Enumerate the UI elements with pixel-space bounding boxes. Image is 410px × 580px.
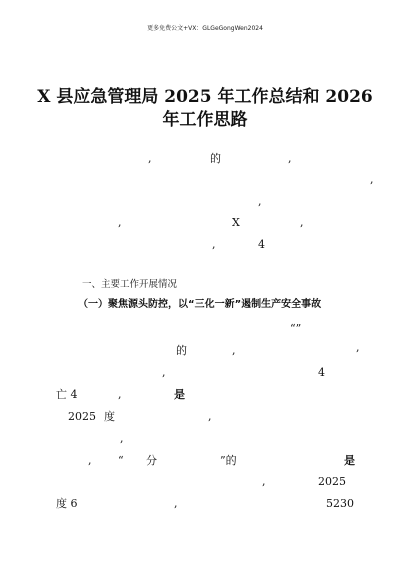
text-fragment: 的 [176,344,187,357]
text-fragment: 2025 [68,410,96,423]
text-fragment: , [258,195,262,208]
subsection-heading: （一）聚焦源头防控，以“三化一新”遏制生产安全事故 [78,299,322,310]
text-fragment: 的 [210,152,221,165]
header-note: 更多免费公文+VX：GLGeGongWen2024 [147,25,263,32]
text-fragment: , [212,238,216,251]
text-fragment: , [118,388,122,401]
text-fragment: , [232,344,236,357]
text-fragment: 4 [318,366,325,379]
text-fragment: 度 6 [56,497,78,510]
title-line-2: 年工作思路 [162,110,248,130]
text-fragment: , [370,173,374,186]
text-fragment: , [148,152,152,165]
text-fragment: 亡 4 [56,388,78,401]
text-fragment: , [120,432,124,445]
text-fragment: 2025 [318,475,346,488]
text-fragment: 4 [258,238,265,251]
document-title [0,86,410,132]
text-fragment: , [356,341,360,354]
text-fragment: “ [118,454,124,467]
text-fragment: , [88,454,92,467]
text-fragment: 5230 [326,497,354,510]
text-fragment: 分 [146,454,157,467]
text-fragment: 度 [104,410,115,423]
section-heading: 一、主要工作开展情况 [82,279,178,290]
text-fragment: ”的 [220,454,237,467]
text-fragment: , [162,366,166,379]
text-fragment: 是 [344,454,355,467]
title-line-1: X 县应急管理局 2025 年工作总结和 2026 [37,87,373,107]
text-fragment: , [288,152,292,165]
text-fragment: , [174,497,178,510]
text-fragment: , [208,410,212,423]
text-fragment: 是 [174,388,185,401]
text-fragment: , [262,475,266,488]
text-fragment: “” [290,322,302,335]
text-fragment: , [300,216,304,229]
text-fragment: X [232,216,240,229]
text-fragment: , [118,216,122,229]
